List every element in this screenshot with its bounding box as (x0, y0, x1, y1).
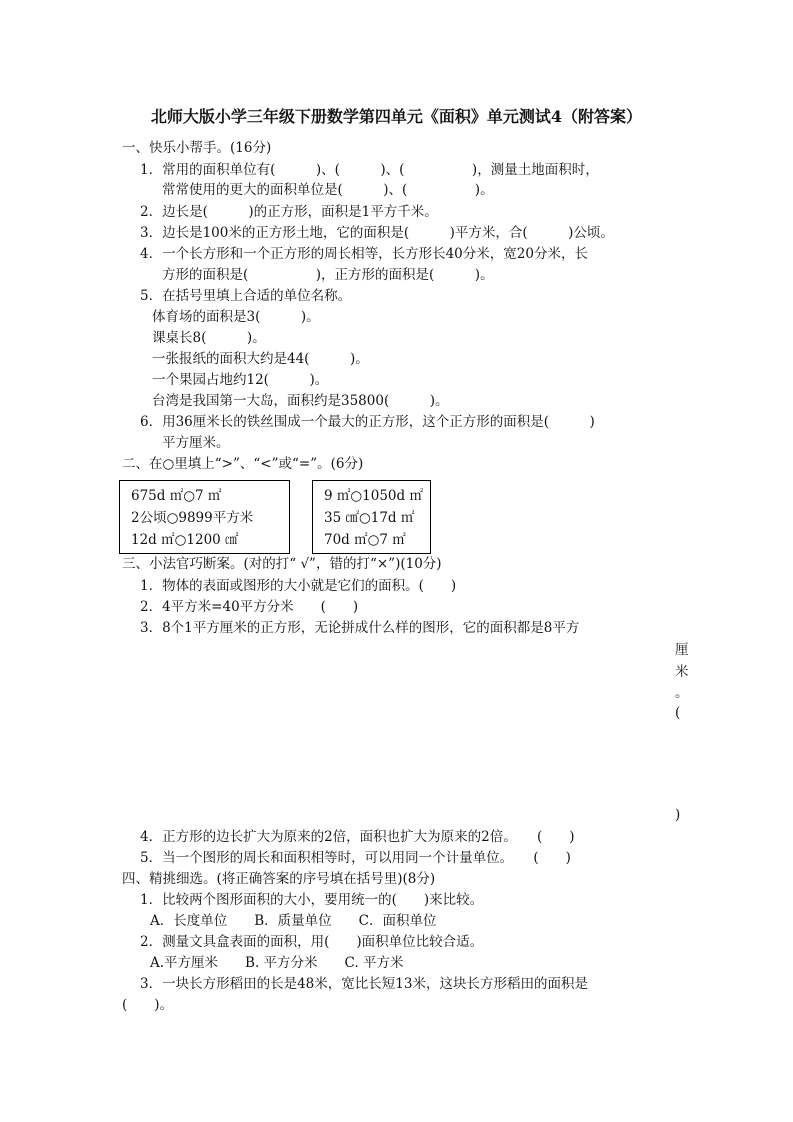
comparison-item: 9 ㎡○1050d ㎡ (324, 488, 423, 504)
s4-question-3-cont: ( )。 (122, 997, 174, 1013)
comparison-item: 12d ㎡○1200 ㎠ (131, 532, 239, 548)
section-2-heading: 二、在○里填上“>”、“<”或“=”。(6分) (122, 456, 364, 472)
comparison-box-left (119, 480, 290, 554)
s1-q5-item: 一个果园占地约12( )。 (152, 372, 329, 388)
s1-q5-item: 课桌长8( )。 (152, 330, 266, 346)
s4-question-3: 3．一块长方形稻田的长是48米，宽比长短13米，这块长方形稻田的面积是 (140, 976, 588, 992)
s4-question-2: 2．测量文具盒表面的面积，用( )面积单位比较合适。 (140, 934, 484, 950)
s4-q1-options: A．长度单位 B．质量单位 C．面积单位 (150, 913, 437, 929)
s1-question-1: 1．常用的面积单位有( )、( )、( )，测量土地面积时， (140, 162, 599, 178)
s4-question-1: 1．比较两个图形面积的大小，要用统一的( )来比较。 (140, 892, 484, 908)
s1-question-1-cont: 常常使用的更大的面积单位是( )、( )。 (162, 182, 494, 198)
section-3-heading: 三、小法官巧断案。(对的打“ √”，错的打“×”)(10分) (122, 556, 442, 572)
s3-q3-wrap-char: 米 (675, 664, 689, 680)
s4-q2-options: A.平方厘米 B. 平方分米 C. 平方米 (150, 955, 404, 971)
comparison-item: 70d ㎡○7 ㎡ (324, 532, 406, 548)
s1-question-6: 6．用36厘米长的铁丝围成一个最大的正方形，这个正方形的面积是( ) (140, 414, 595, 430)
section-4-heading: 四、精挑细选。(将正确答案的序号填在括号里)(8分) (122, 871, 436, 887)
s3-question-4: 4．正方形的边长扩大为原来的2倍，面积也扩大为原来的2倍。 ( ) (140, 829, 575, 845)
s1-q5-item: 一张报纸的面积大约是44( )。 (152, 351, 369, 367)
s1-question-6-cont: 平方厘米。 (162, 435, 230, 451)
s3-q3-wrap-char: 厘 (675, 642, 689, 658)
s1-question-4-cont: 方形的面积是( )，正方形的面积是( )。 (162, 267, 494, 283)
s3-q3-wrap-char: 。 (675, 685, 689, 701)
s3-question-1: 1．物体的表面或图形的大小就是它们的面积。( ) (140, 578, 457, 594)
s3-q3-close-paren: ) (675, 807, 681, 823)
s1-question-5: 5．在括号里填上合适的单位名称。 (140, 288, 352, 304)
s3-question-2: 2．4平方米=40平方分米 ( ) (140, 599, 359, 615)
s3-q3-wrap-char: ( (675, 705, 681, 721)
comparison-item: 35 ㎠○17d ㎡ (324, 510, 415, 526)
comparison-item: 2公顷○9899平方米 (131, 510, 254, 526)
section-1-heading: 一、快乐小帮手。(16分) (122, 140, 272, 156)
s1-question-4: 4．一个长方形和一个正方形的周长相等，长方形长40分米，宽20分米，长 (140, 246, 588, 262)
s3-question-3: 3．8个1平方厘米的正方形，无论拼成什么样的图形，它的面积都是8平方 (140, 620, 580, 636)
s3-question-5: 5．当一个图形的周长和面积相等时，可以用同一个计量单位。 ( ) (140, 850, 571, 866)
s1-q5-item: 台湾是我国第一大岛，面积约是35800( )。 (152, 393, 449, 409)
s1-question-3: 3．边长是100米的正方形土地，它的面积是( )平方米，合( )公顷。 (140, 225, 614, 241)
s1-question-2: 2．边长是( )的正方形，面积是1平方千米。 (140, 204, 438, 220)
page-title: 北师大版小学三年级下册数学第四单元《面积》单元测试4（附答案） (150, 107, 643, 126)
comparison-box-right (312, 480, 431, 554)
s1-q5-item: 体育场的面积是3( )。 (152, 309, 320, 325)
comparison-item: 675d ㎡○7 ㎡ (131, 488, 222, 504)
